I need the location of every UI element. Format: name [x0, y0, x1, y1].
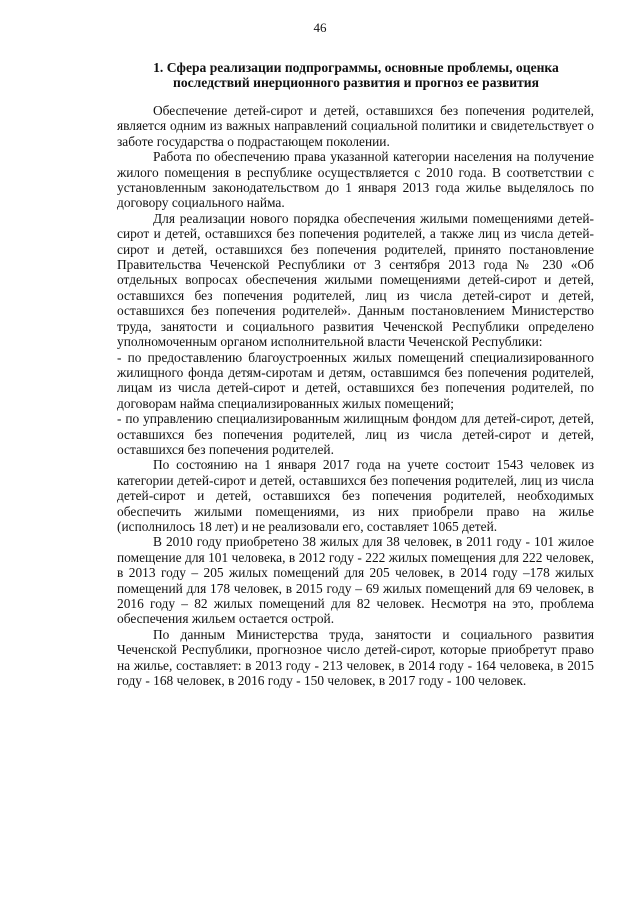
- paragraph: По состоянию на 1 января 2017 года на учете состоит 1543 человек из категории детей-сирот и детей, оставшихся без попечения родителей, лиц из числа детей-сирот и детей, оставшихся без попечения родителей, необходимых обеспечить жилыми помещениями, из них приобрели право на жилье (исполнилось 18 лет) и не реализовали его, составляет 1065 детей.: [117, 457, 594, 534]
- paragraph: По данным Министерства труда, занятости и социального развития Чеченской Республики, прогнозное число детей-сирот, которые приобретут право на жилье, составляет: в 2013 году - 213 человек, в 2014 году - 164 человека, в 2015 году - 168 человек, в 2016 году - 150 человек, в 2017 году - 100 человек.: [117, 626, 594, 689]
- paragraph: Для реализации нового порядка обеспечения жилыми помещениями детей-сирот и детей, оставшихся без попечения родителей, а также лиц из числа детей-сирот и детей, оставшихся без попечения родителей, принято постановление Правительства Чеченской Республики от 3 сентября 2013 года № 230 «Об отдельных вопросах обеспечения жилыми помещениями детей-сирот и детей, оставшихся без попечения родителей, лиц из числа детей-сирот и детей, оставшихся без попечения родителей». Данным постановлением Министерство труда, занятости и социального развития Чеченской Республики определено уполномоченным органом исполнительной власти Чеченской Республики:: [117, 210, 594, 350]
- paragraph: В 2010 году приобретено 38 жилых для 38 человек, в 2011 году - 101 жилое помещение для 101 человека, в 2012 году - 222 жилых помещения для 222 человек, в 2013 году – 205 жилых помещений для 205 человек, в 2014 году –178 жилых помещений для 178 человек, в 2015 году – 69 жилых помещений для 69 человек, в 2016 году – 82 жилых помещений для 82 человек. Несмотря на это, проблема обеспечения жильем остается острой.: [117, 534, 594, 627]
- paragraph: Работа по обеспечению права указанной категории населения на получение жилого помещения в республике осуществляется с 2010 года. В соответствии с установленным законодательством до 1 января 2013 года жилье выделялось по договору социального найма.: [117, 149, 594, 211]
- body-text: [117, 103, 594, 688]
- page-number: 46: [313, 20, 327, 35]
- list-item: - по управлению специализированным жилищным фондом для детей-сирот, детей, оставшихся без попечения родителей, лиц из числа детей-сирот и детей, оставшихся без попечения родителей.: [117, 411, 594, 457]
- list-item: - по предоставлению благоустроенных жилых помещений специализированного жилищного фонда детям-сиротам и детям, оставшимся без попечения родителей, лицам из числа детей-сирот и детей, оставшихся без попечения родителей, по договорам найма специализированных жилых помещений;: [117, 349, 594, 411]
- section-heading: 1. Сфера реализации подпрограммы, основные проблемы, оценка последствий инерционного развития и прогноз ее развития: [153, 60, 559, 90]
- paragraph: Обеспечение детей-сирот и детей, оставшихся без попечения родителей, является одним из важных направлений социальной политики и свидетельствует о заботе государства о подрастающем поколении.: [117, 103, 594, 149]
